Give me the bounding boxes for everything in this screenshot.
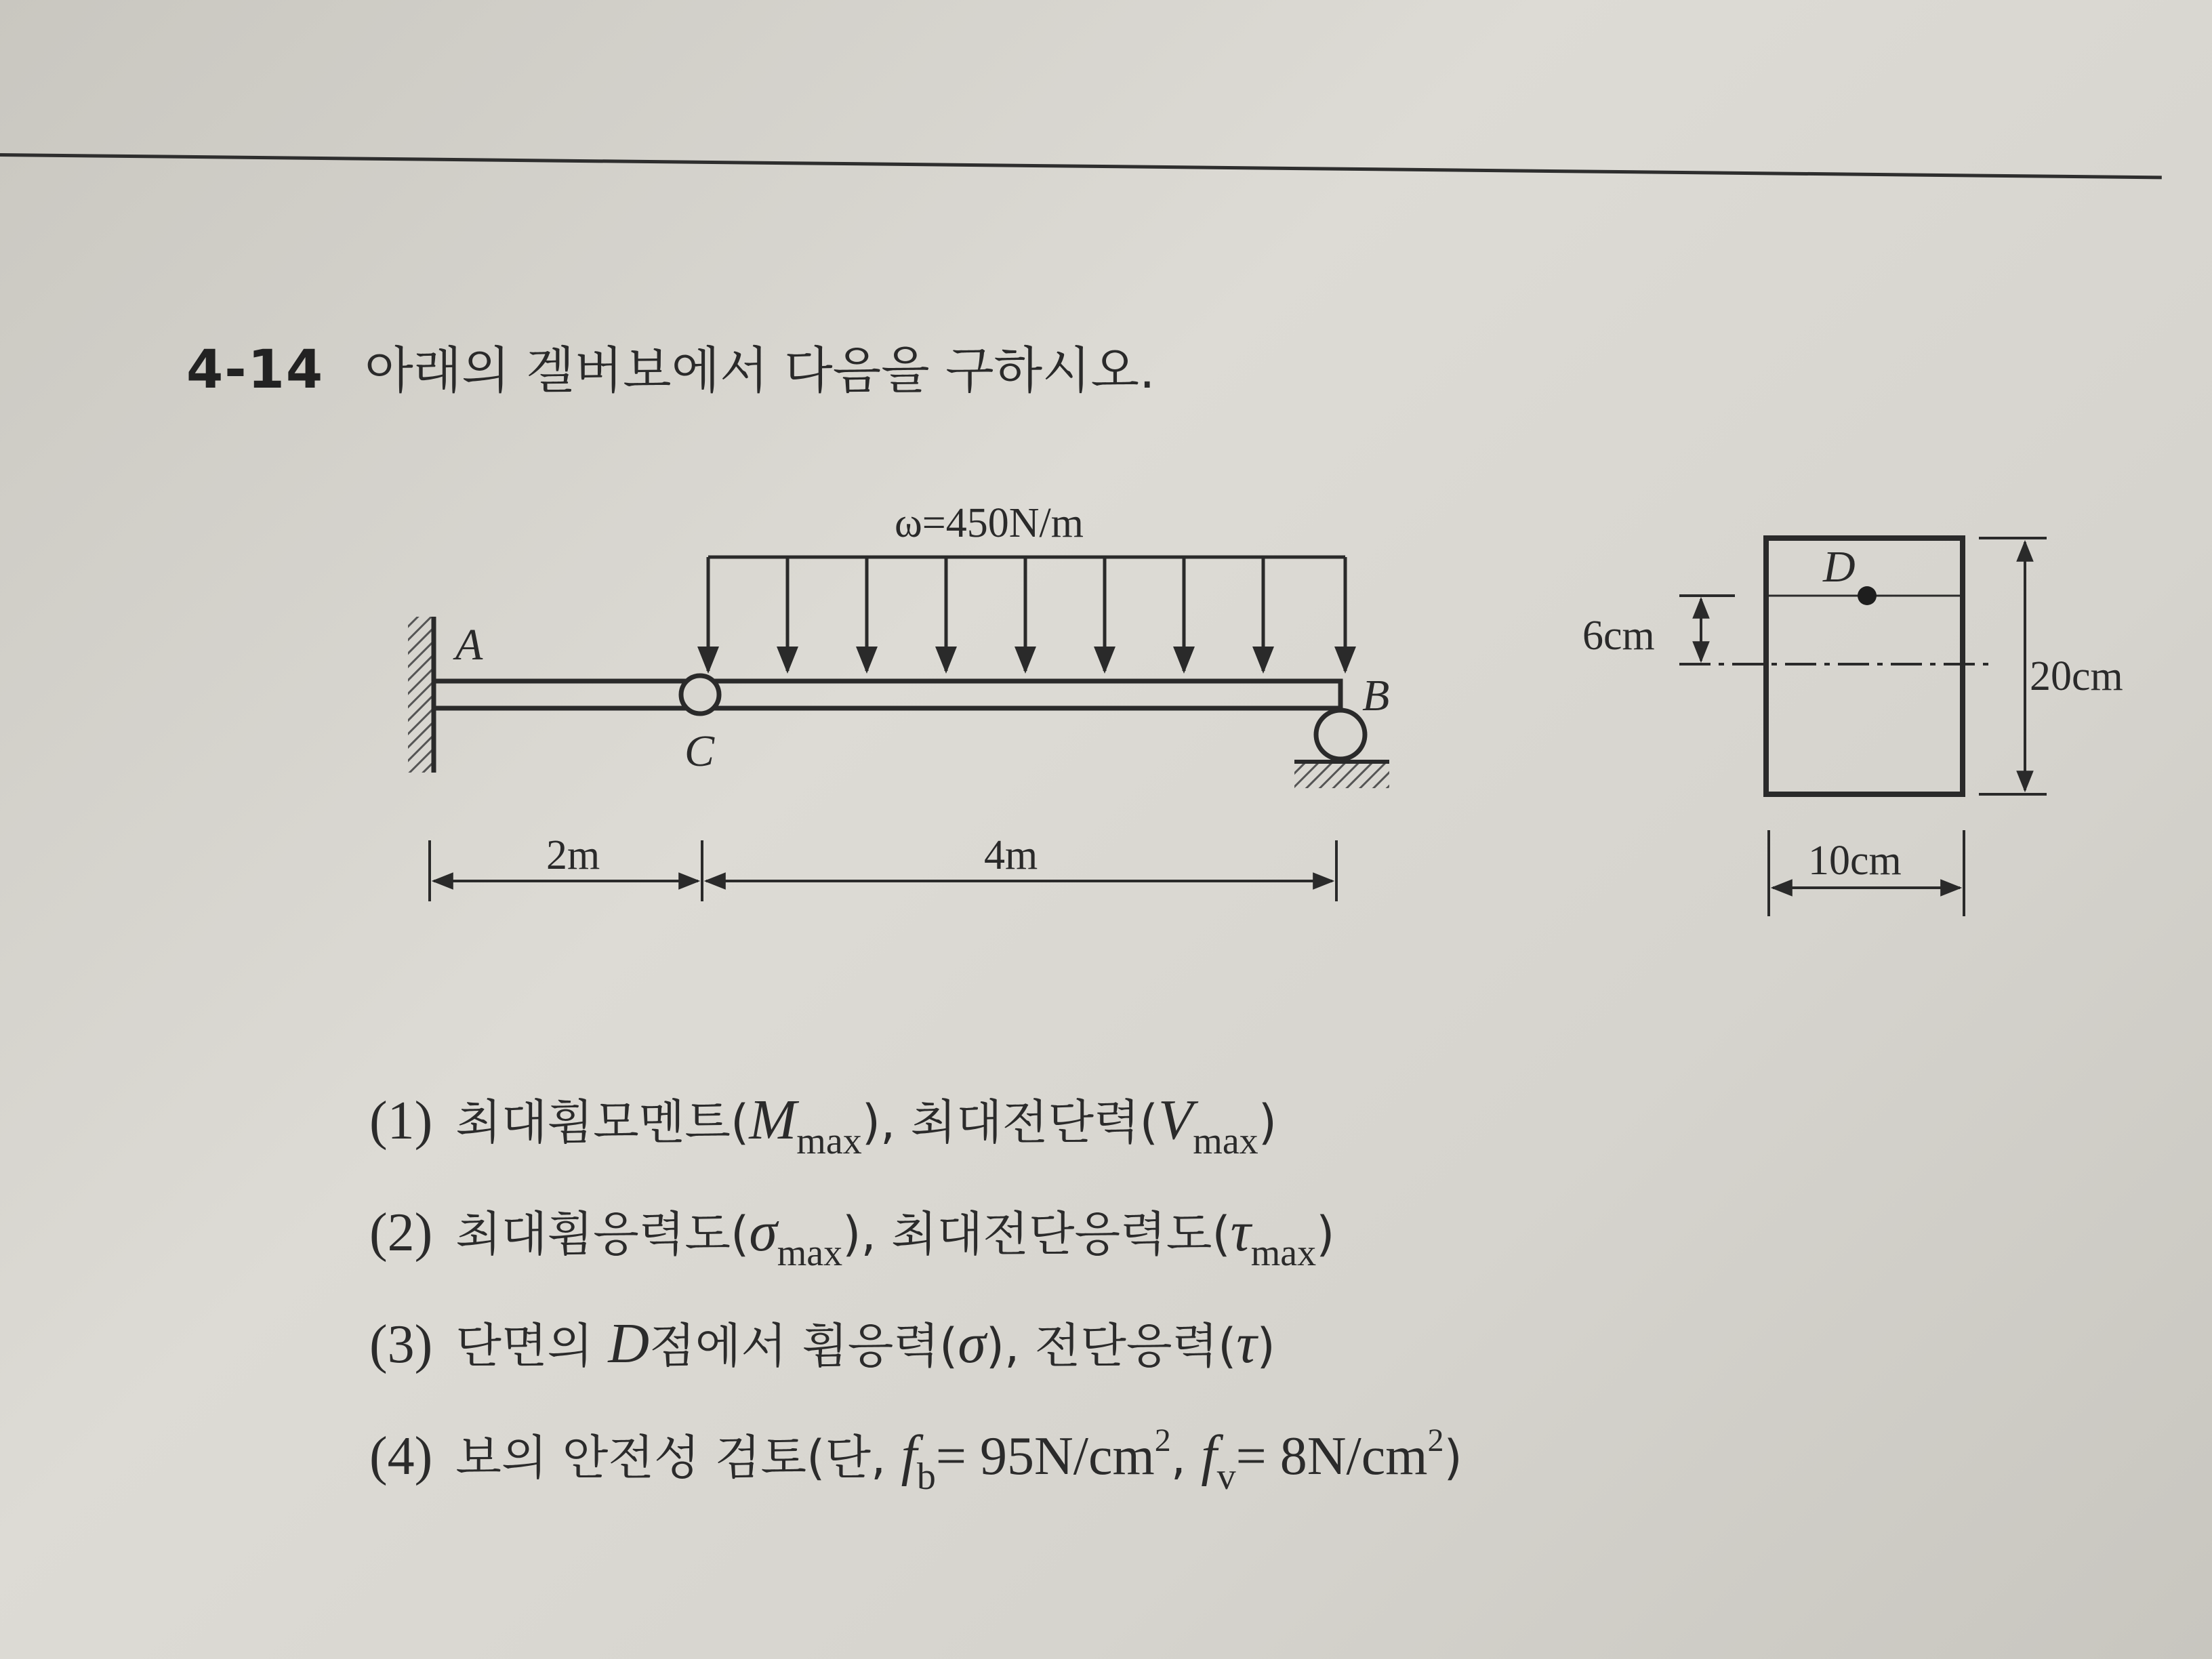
span-ac-label: 2m	[546, 832, 600, 878]
question-2-number: (2)	[369, 1203, 433, 1263]
question-4-subscript-b: b	[916, 1456, 936, 1498]
question-3-text-d: )	[1256, 1318, 1275, 1374]
question-4-text-c: ,	[1170, 1430, 1202, 1486]
dim-10cm-label: 10cm	[1808, 838, 1902, 884]
question-1	[369, 1084, 1462, 1196]
question-3-text-b: 점에서 휨응력(	[649, 1318, 958, 1374]
question-1-symbol-v: V	[1158, 1088, 1193, 1151]
label-d: D	[1823, 542, 1856, 592]
question-1-text-c: )	[1258, 1094, 1277, 1150]
distributed-load	[708, 557, 1345, 671]
label-b: B	[1362, 671, 1390, 720]
question-3-text-c: ), 전단응력(	[985, 1318, 1237, 1374]
beam-segment-cb	[710, 681, 1340, 708]
question-1-text-b: ), 최대전단력(	[861, 1094, 1158, 1150]
question-3-text-a: 단면의	[455, 1318, 609, 1374]
cross-section-rectangle	[1766, 538, 1963, 794]
question-2-symbol-sigma: σ	[749, 1200, 777, 1263]
fixed-support-a	[408, 617, 434, 773]
question-4-text-d: = 8N/cm	[1235, 1427, 1428, 1486]
problem-title: 아래의 겔버보에서 다음을 구하시오.	[365, 342, 1155, 400]
question-3-symbol-sigma: σ	[958, 1312, 986, 1375]
roller-support-b	[1294, 710, 1389, 788]
question-1-symbol-m: M	[749, 1088, 797, 1151]
label-a: A	[455, 620, 483, 670]
question-list	[369, 1084, 1462, 1532]
question-4-superscript-1: 2	[1154, 1422, 1171, 1458]
dim-20cm-label: 20cm	[2030, 653, 2123, 699]
question-4-text-b: = 95N/cm	[935, 1427, 1155, 1486]
question-4-subscript-v: v	[1216, 1456, 1236, 1498]
dim-6cm-label: 6cm	[1582, 613, 1655, 659]
label-c: C	[684, 726, 715, 776]
question-1-number: (1)	[369, 1091, 433, 1151]
question-2-symbol-tau: τ	[1230, 1200, 1251, 1263]
point-d-marker	[1858, 586, 1877, 605]
question-1-subscript-max-2: max	[1193, 1120, 1258, 1162]
question-3	[369, 1308, 1462, 1420]
question-3-symbol-tau: τ	[1236, 1312, 1257, 1375]
beam-segment-ac	[434, 681, 690, 708]
question-2-subscript-max-2: max	[1250, 1232, 1317, 1274]
span-cb-label: 4m	[984, 832, 1038, 878]
question-4-number: (4)	[369, 1427, 433, 1486]
question-4-superscript-2: 2	[1427, 1422, 1444, 1458]
question-2-text-c: )	[1316, 1206, 1335, 1262]
question-3-symbol-d: D	[608, 1312, 650, 1375]
question-4-symbol-f-2: f	[1201, 1424, 1217, 1487]
question-1-text-a: 최대휨모멘트(	[455, 1094, 750, 1150]
dim-6cm-lines	[1679, 596, 1735, 661]
question-4-text-a: 보의 안전성 검토(단,	[455, 1430, 901, 1486]
question-2	[369, 1196, 1462, 1308]
question-4-text-e: )	[1443, 1430, 1462, 1486]
question-4-symbol-f: f	[901, 1424, 917, 1487]
question-2-subscript-max: max	[777, 1232, 843, 1274]
hinge-c	[681, 676, 719, 714]
question-2-text-b: ), 최대전단응력도(	[842, 1206, 1231, 1262]
question-2-text-a: 최대휨응력도(	[455, 1206, 750, 1262]
problem-number: 4-14	[186, 340, 325, 401]
question-3-number: (3)	[369, 1315, 433, 1374]
load-label: ω=450N/m	[895, 500, 1084, 546]
question-1-subscript-max: max	[796, 1120, 862, 1162]
question-4	[369, 1420, 1462, 1532]
